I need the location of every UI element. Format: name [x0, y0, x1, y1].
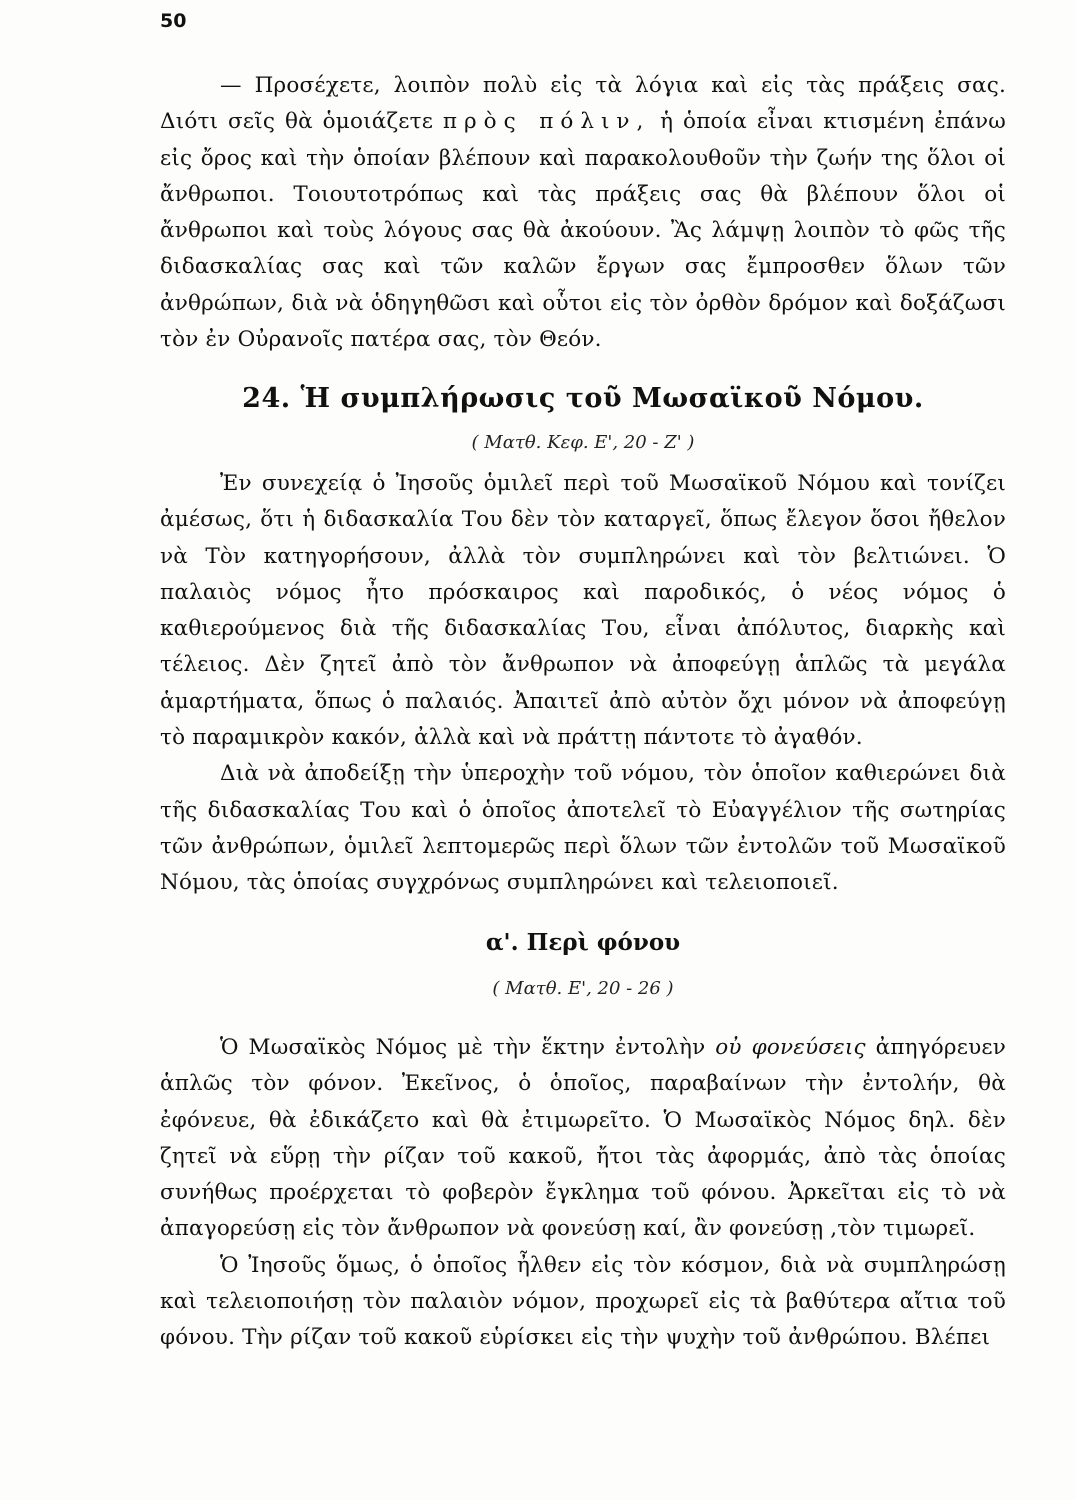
subsection-a-title: α'. Περὶ φόνου	[485, 929, 681, 956]
section-24-paragraph-2: Διὰ νὰ ἀποδείξῃ τὴν ὑπεροχὴν τοῦ νόμου, τὸν ὁποῖον καθιερώνει διὰ τῆς διδασκαλίας Του καὶ ὁ ὁποῖος ἀποτελεῖ τὸ Εὐαγγέλιον τῆς σωτηρίας τῶν ἀνθρώπων, ὁμιλεῖ λεπτομερῶς περὶ ὅλων τῶν ἐντολῶν τοῦ Μωσαϊκοῦ Νόμου, τὰς ὁποίας συγχρόνως συμπληρώνει καὶ τελειοποιεῖ.	[160, 761, 1006, 896]
intro-text-part2: ἡ ὁποία εἶναι κτισμένη ἐπάνω εἰς ὄρος καὶ τὴν ὁποίαν βλέπουν καὶ παρακολουθοῦν τὴν ζωήν της ὅλοι οἱ ἄνθρωποι. Τοιουτοτρόπως καὶ τὰς πράξεις σας θὰ βλέπουν ὅλοι οἱ ἄνθρωποι καὶ τοὺς λόγους σας θὰ ἀκούουν. Ἂς λάμψῃ λοιπὸν τὸ φῶς τῆς διδασκαλίας σας καὶ τῶν καλῶν ἔργων σας ἔμπροσθεν ὅλων τῶν ἀνθρώπων, διὰ νὰ ὁδηγηθῶσι καὶ οὗτοι εἰς τὸν ὀρθὸν δρόμον καὶ δοξάζωσι τὸν ἐν Οὐρανοῖς πατέρα σας, τὸν Θεόν.	[160, 109, 1006, 353]
subsection-a-body	[160, 1030, 1006, 1357]
section-24-body	[160, 466, 1006, 902]
subsection-a-text-part2: ἀπηγόρευεν ἁπλῶς τὸν φόνον. Ἐκεῖνος, ὁ ὁποῖος, παραβαίνων τὴν ἐντολήν, θὰ ἐφόνευε, θὰ ἐδικάζετο καὶ θὰ ἐτιμωρεῖτο. Ὁ Μωσαϊκὸς Νόμος δηλ. δὲν ζητεῖ νὰ εὕρῃ τὴν ρίζαν τοῦ κακοῦ, ἤτοι τὰς ἀφορμάς, ἀπὸ τὰς ὁποίας συνήθως προέρχεται τὸ φοβερὸν ἔγκλημα τοῦ φόνου. Ἀρκεῖται εἰς τὸ νὰ ἀπαγορεύσῃ εἰς τὸν ἄνθρωπον νὰ φονεύσῃ καί, ἂν φονεύσῃ ,τὸν τιμωρεῖ.	[160, 1035, 1006, 1242]
section-24-title: 24. Ἡ συμπλήρωσις τοῦ Μωσαϊκοῦ Νόμου.	[242, 383, 924, 414]
intro-text-part1: — Προσέχετε, λοιπὸν πολὺ εἰς τὰ λόγια καὶ εἰς τὰς πράξεις σας. Διότι σεῖς θὰ ὁμοιάζετε	[160, 73, 1006, 135]
intro-spaced-phrase: πρὸς πόλιν,	[442, 109, 651, 135]
subsection-a-reference: ( Ματθ. Ε', 20 - 26 )	[492, 978, 674, 999]
commandment-quote: οὐ φονεύσεις	[715, 1035, 866, 1060]
subsection-a-text-part1: Ὁ Μωσαϊκὸς Νόμος μὲ τὴν ἕκτην ἐντολὴν	[220, 1035, 706, 1060]
section-24-reference: ( Ματθ. Κεφ. Ε', 20 - Ζ' )	[471, 432, 695, 453]
subsection-a-paragraph-2: Ὁ Ἰησοῦς ὅμως, ὁ ὁποῖος ἦλθεν εἰς τὸν κόσμον, διὰ νὰ συμπληρώσῃ καὶ τελειοποιήσῃ τὸν παλαιὸν νόμον, προχωρεῖ εἰς τὰ βαθύτερα αἴτια τοῦ φόνου. Τὴν ρίζαν τοῦ κακοῦ εὑρίσκει εἰς τὴν ψυχὴν τοῦ ἀνθρώπου. Βλέπει	[160, 1252, 1006, 1351]
intro-text	[160, 68, 1006, 358]
page-number: 50	[160, 10, 187, 32]
subsection-a-paragraph-1	[160, 1030, 1006, 1248]
intro-paragraph	[160, 68, 1006, 358]
section-24-paragraph-1: Ἐν συνεχείᾳ ὁ Ἰησοῦς ὁμιλεῖ περὶ τοῦ Μωσαϊκοῦ Νόμου καὶ τονίζει ἀμέσως, ὅτι ἡ διδασκαλία Του δὲν τὸν καταργεῖ, ὅπως ἔλεγον ὅσοι ἤθελον νὰ Τὸν κατηγορήσουν, ἀλλὰ τὸν συμπληρώνει καὶ τὸν βελτιώνει. Ὁ παλαιὸς νόμος ἦτο πρόσκαιρος καὶ παροδικός, ὁ νέος νόμος ὁ καθιερούμενος διὰ τῆς διδασκαλίας Του, εἶναι ἀπόλυτος, διαρκὴς καὶ τέλειος. Δὲν ζητεῖ ἀπὸ τὸν ἄνθρωπον νὰ ἀποφεύγῃ ἁπλῶς τὰ μεγάλα ἁμαρτήματα, ὅπως ὁ παλαιός. Ἀπαιτεῖ ἀπὸ αὐτὸν ὄχι μόνον νὰ ἀποφεύγῃ τὸ παραμικρὸν κακόν, ἀλλὰ καὶ νὰ πράττῃ πάντοτε τὸ ἀγαθόν.	[160, 471, 1006, 751]
